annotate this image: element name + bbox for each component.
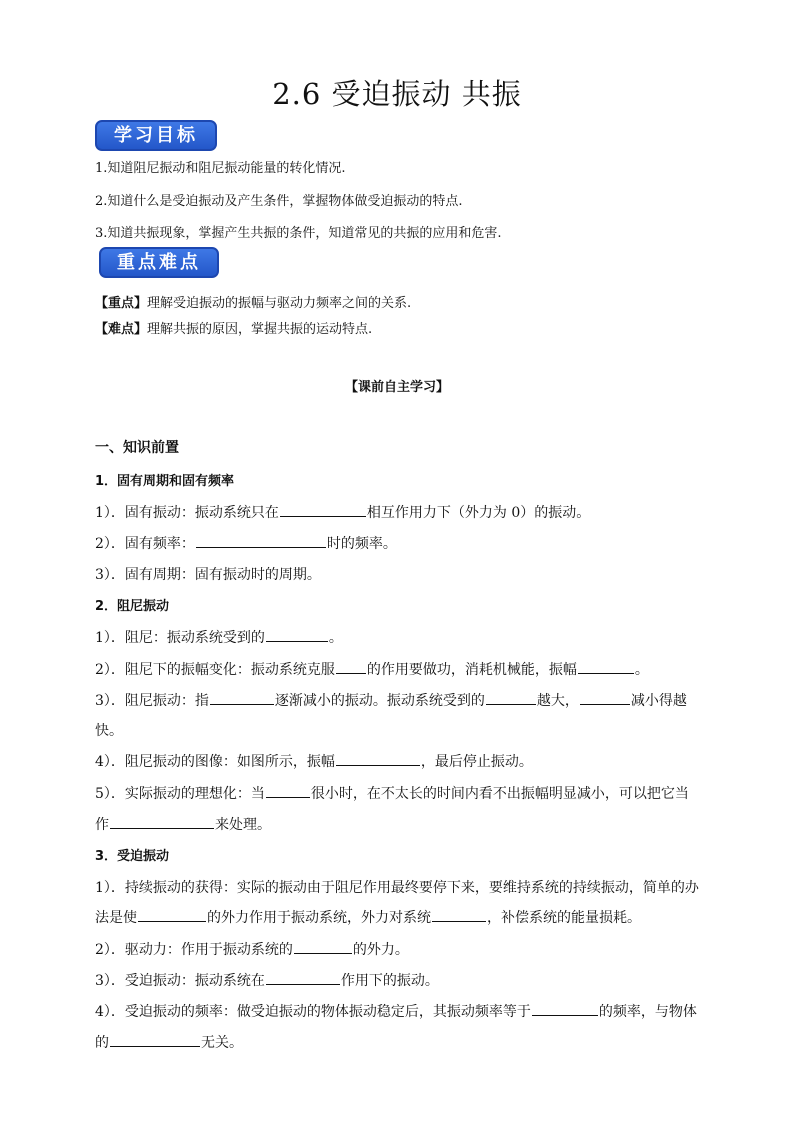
sub3-line1: 1）．持续振动的获得：实际的振动由于阻尼作用最终要停下来，要维持系统的持续振动，简单的办 xyxy=(95,880,699,896)
fill-blank[interactable] xyxy=(266,972,340,985)
sub2-line5 xyxy=(95,783,689,803)
text: 无关。 xyxy=(201,1035,243,1051)
text: 4）．受迫振动的频率：做受迫振动的物体振动稳定后，其振动频率等于 xyxy=(95,1004,531,1020)
text: 5）．实际振动的理想化：当 xyxy=(95,786,265,802)
fill-blank[interactable] xyxy=(266,629,328,642)
text: 的 xyxy=(95,1035,109,1051)
text: 2）．阻尼下的振幅变化：振动系统克服 xyxy=(95,662,335,678)
fill-blank[interactable] xyxy=(532,1003,598,1016)
sub2-line5-cont xyxy=(95,814,271,834)
section-title: 【课前自主学习】 xyxy=(344,380,449,395)
fill-blank[interactable] xyxy=(294,941,352,954)
key-points-badge: 重点难点 xyxy=(99,247,219,278)
sub3-line1-cont xyxy=(95,907,641,927)
text: 的频率，与物体 xyxy=(598,1004,697,1020)
fill-blank[interactable] xyxy=(138,909,206,922)
text: ，最后停止振动。 xyxy=(420,754,533,770)
sub1-heading: 1．固有周期和固有频率 xyxy=(95,474,235,489)
text: 的作用要做功，消耗机械能，振幅 xyxy=(366,662,577,678)
text: 逐渐减小的振动。振动系统受到的 xyxy=(274,693,485,709)
sub1-line1 xyxy=(95,502,590,522)
fill-blank[interactable] xyxy=(110,816,214,829)
text: 时的频率。 xyxy=(326,536,397,552)
text: 很小时，在不太长的时间内看不出振幅明显减小，可以把它当 xyxy=(310,786,689,802)
text: 来处理。 xyxy=(215,817,271,833)
text: 2）．驱动力：作用于振动系统的 xyxy=(95,942,293,958)
sub3-heading: 3．受迫振动 xyxy=(95,849,170,864)
text: ，补偿系统的能量损耗。 xyxy=(487,910,641,926)
sub2-line3-cont: 快。 xyxy=(95,723,123,739)
part-title: 一、知识前置 xyxy=(95,440,179,456)
text: 4）．阻尼振动的图像：如图所示，振幅 xyxy=(95,754,335,770)
sub3-line3 xyxy=(95,970,439,990)
fill-blank[interactable] xyxy=(210,692,274,705)
text: 减小得越 xyxy=(630,693,687,709)
focus-line xyxy=(95,292,411,311)
sub2-line1 xyxy=(95,627,343,647)
focus-text: 理解受迫振动的振幅与驱动力频率之间的关系. xyxy=(147,296,412,311)
sub1-line3: 3）．固有周期：固有振动时的周期。 xyxy=(95,567,321,583)
fill-blank[interactable] xyxy=(432,909,486,922)
sub3-line4 xyxy=(95,1001,697,1021)
text: 作用下的振动。 xyxy=(340,973,439,989)
sub3-line4-cont xyxy=(95,1032,243,1052)
difficulty-line xyxy=(95,318,372,337)
learning-goals-badge: 学习目标 xyxy=(95,120,217,151)
sub2-line4 xyxy=(95,751,533,771)
fill-blank[interactable] xyxy=(110,1034,200,1047)
fill-blank[interactable] xyxy=(578,661,634,674)
sub2-line2 xyxy=(95,659,649,679)
text: 3）．阻尼振动：指 xyxy=(95,693,209,709)
text: 的外力。 xyxy=(352,942,409,958)
text: 越大， xyxy=(536,693,579,709)
fill-blank[interactable] xyxy=(336,661,366,674)
sub3-line2 xyxy=(95,939,409,959)
goal-1: 1.知道阻尼振动和阻尼振动能量的转化情况. xyxy=(95,161,346,176)
fill-blank[interactable] xyxy=(280,504,366,517)
goal-3: 3.知道共振现象，掌握产生共振的条件，知道常见的共振的应用和危害. xyxy=(95,226,502,241)
text: 3）．受迫振动：振动系统在 xyxy=(95,973,265,989)
difficulty-tag: 【难点】 xyxy=(95,322,148,337)
text: 法是使 xyxy=(95,910,137,926)
sub2-line3 xyxy=(95,690,687,710)
sub2-heading: 2．阻尼振动 xyxy=(95,599,170,614)
text: 相互作用力下（外力为 0）的振动。 xyxy=(366,505,591,521)
text: 1）．固有振动：振动系统只在 xyxy=(95,505,279,521)
fill-blank[interactable] xyxy=(336,753,420,766)
sub1-line2 xyxy=(95,533,397,553)
text: 。 xyxy=(328,630,343,646)
fill-blank[interactable] xyxy=(486,692,536,705)
goal-2: 2.知道什么是受迫振动及产生条件，掌握物体做受迫振动的特点. xyxy=(95,194,463,209)
text: 1）．阻尼：振动系统受到的 xyxy=(95,630,265,646)
fill-blank[interactable] xyxy=(580,692,630,705)
text: 作 xyxy=(95,817,109,833)
difficulty-text: 理解共振的原因，掌握共振的运动特点. xyxy=(147,322,373,337)
fill-blank[interactable] xyxy=(266,785,310,798)
text: 的外力作用于振动系统，外力对系统 xyxy=(207,910,431,926)
focus-tag: 【重点】 xyxy=(95,296,148,311)
text: 。 xyxy=(634,662,649,678)
text: 2）．固有频率： xyxy=(95,536,195,552)
page-title: 2.6 受迫振动 共振 xyxy=(272,77,522,111)
fill-blank[interactable] xyxy=(196,535,326,548)
